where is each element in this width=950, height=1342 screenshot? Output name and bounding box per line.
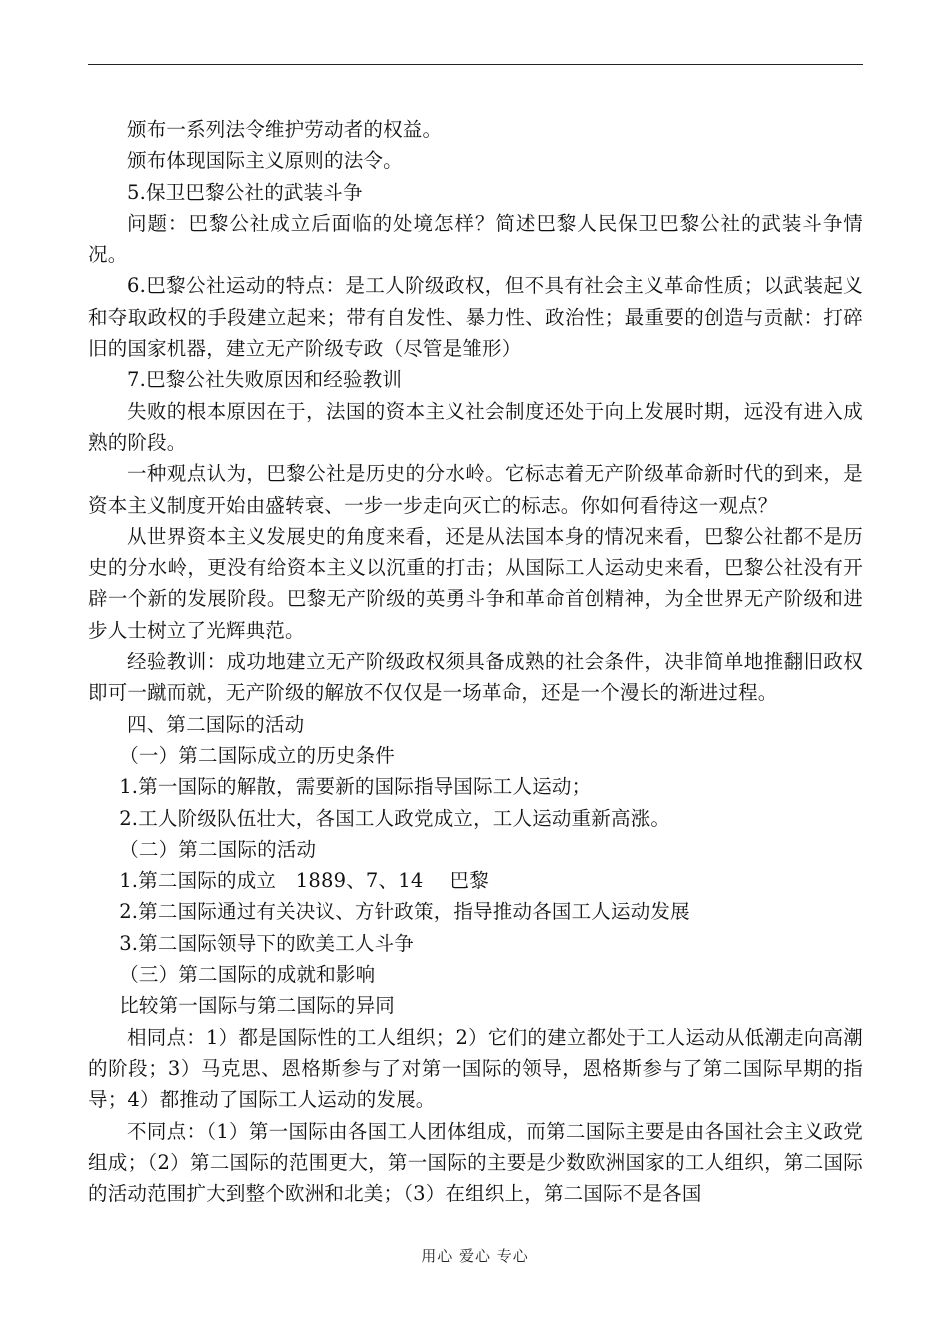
heading-defend-commune: 5.保卫巴黎公社的武装斗争 (127, 180, 363, 204)
list-item-activity-1: 1.第二国际的成立 1889、7、14 巴黎 (119, 869, 489, 893)
paragraph-differences: 不同点：（1）第一国际由各国工人团体组成，而第二国际主要是由各国社会主义政党组成；（2）第二国际的范围更大，第一国际的主要是少数欧洲国家的工人组织，第二国际的活动范围扩大到整个欧洲和北美；（3）在组织上，第二国际不是各国 (88, 1119, 863, 1206)
header-rule (88, 64, 863, 65)
paragraph-watershed-view: 一种观点认为，巴黎公社是历史的分水岭。它标志着无产阶级革命新时代的到来，是资本主义制度开始由盛转衰、一步一步走向灭亡的标志。你如何看待这一观点？ (88, 462, 863, 517)
document-body (88, 114, 863, 1209)
paragraph-experience-lessons: 经验教训：成功地建立无产阶级政权须具备成熟的社会条件，决非简单地推翻旧政权即可一蹴而就，无产阶级的解放不仅仅是一场革命，还是一个漫长的渐进过程。 (88, 650, 863, 705)
heading-failure-lessons: 7.巴黎公社失败原因和经验教训 (127, 368, 403, 392)
subheading-achievements: （三）第二国际的成就和影响 (119, 963, 376, 987)
paragraph-compare-title: 比较第一国际与第二国际的异同 (119, 994, 395, 1018)
subheading-activities: （二）第二国际的活动 (119, 837, 317, 861)
list-item-activity-2: 2.第二国际通过有关决议、方针政策，指导推动各国工人运动发展 (119, 900, 690, 924)
page-footer: 用心 爱心 专心 (421, 1247, 529, 1265)
list-item-activity-3: 3.第二国际领导下的欧美工人斗争 (119, 931, 414, 955)
heading-second-international: 四、第二国际的活动 (127, 712, 305, 736)
paragraph-decree-labor: 颁布一系列法令维护劳动者的权益。 (127, 118, 443, 141)
paragraph-commune-features: 6.巴黎公社运动的特点：是工人阶级政权，但不具有社会主义革命性质；以武装起义和夺取政权的手段建立起来；带有自发性、暴力性、政治性；最重要的创造与贡献：打碎旧的国家机器，建立无产阶级专政（尽管是雏形） (88, 274, 863, 361)
list-item-condition-1: 1.第一国际的解散，需要新的国际指导国际工人运动； (119, 775, 592, 799)
paragraph-failure-cause: 失败的根本原因在于，法国的资本主义社会制度还处于向上发展时期，远没有进入成熟的阶段。 (88, 399, 863, 454)
list-item-condition-2: 2.工人阶级队伍壮大，各国工人政党成立，工人运动重新高涨。 (119, 806, 671, 830)
subheading-historical-conditions: （一）第二国际成立的历史条件 (119, 743, 395, 767)
paragraph-question-situation: 问题：巴黎公社成立后面临的处境怎样？简述巴黎人民保卫巴黎公社的武装斗争情况。 (88, 211, 863, 267)
paragraph-watershed-analysis: 从世界资本主义发展史的角度来看，还是从法国本身的情况来看，巴黎公社都不是历史的分水岭，更没有给资本主义以沉重的打击；从国际工人运动史来看，巴黎公社没有开辟一个新的发展阶段。巴黎无产阶级的英勇斗争和革命首创精神，为全世界无产阶级和进步人士树立了光辉典范。 (88, 524, 863, 642)
paragraph-similarities: 相同点：1）都是国际性的工人组织；2）它们的建立都处于工人运动从低潮走向高潮的阶段；3）马克思、恩格斯参与了对第一国际的领导，恩格斯参与了第二国际早期的指导；4）都推动了国际工人运动的发展。 (88, 1025, 863, 1112)
paragraph-decree-internationalism: 颁布体现国际主义原则的法令。 (127, 149, 403, 173)
